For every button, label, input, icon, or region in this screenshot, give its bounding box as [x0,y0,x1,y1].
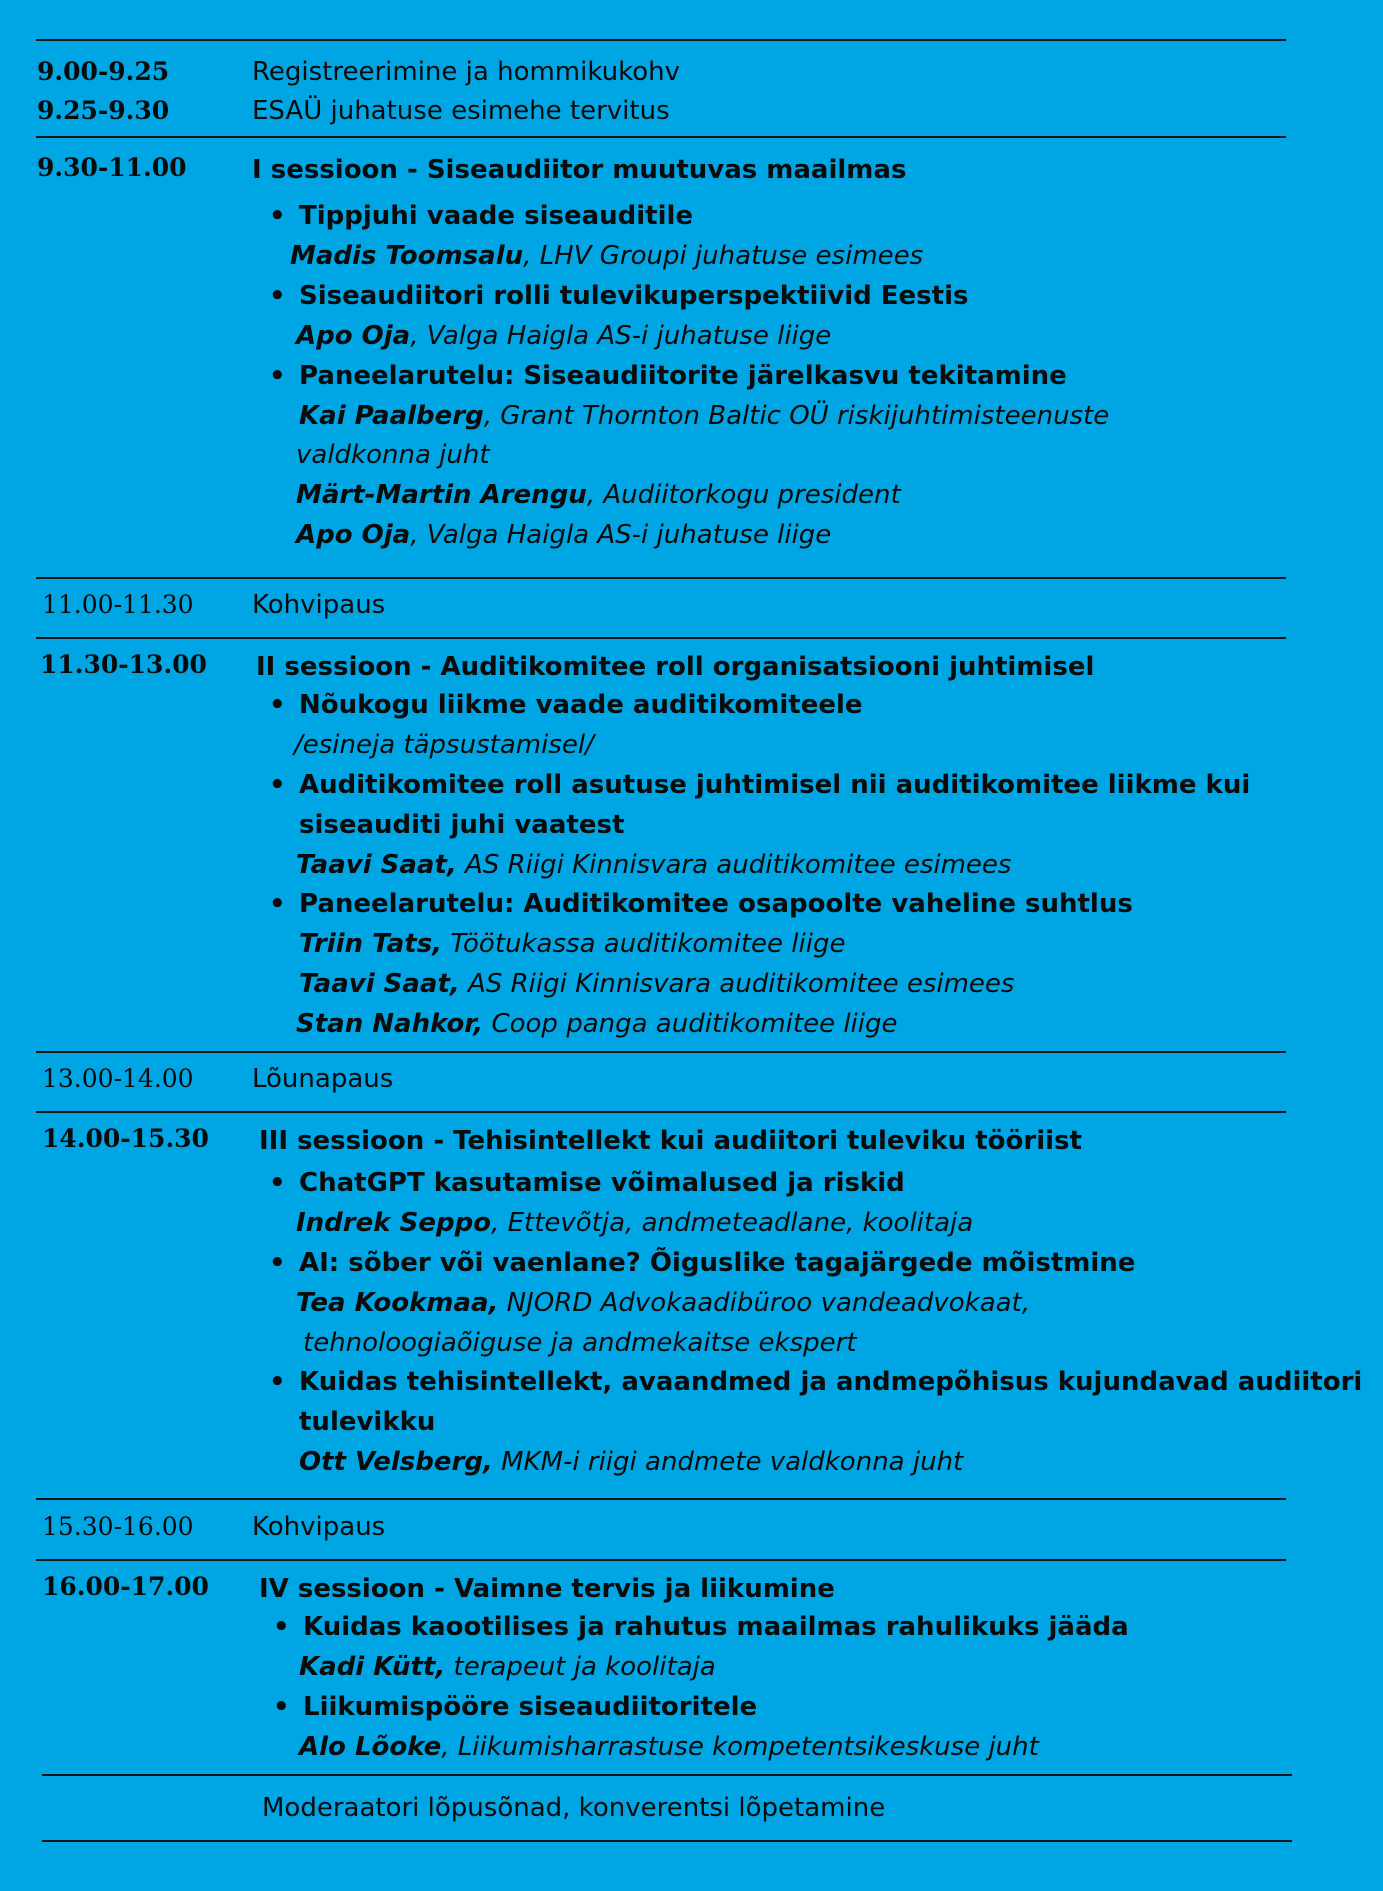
speaker [299,964,1014,1004]
speaker [299,1647,716,1687]
time-slot: 9.30-11.00 [37,153,187,182]
speaker-name: Stan Nahkor, [296,1009,484,1039]
talk-title: • Siseaudiitori rolli tulevikuperspektiivid Eestis [299,276,968,316]
speaker-role: , LHV Groupi juhatuse esimees [523,241,924,271]
divider [36,637,1286,639]
talk-title: • Nõukogu liikme vaade auditikomiteele [299,685,863,725]
speaker-role: MKM-i riigi andmete valdkonna juht [492,1447,964,1477]
speaker [296,515,831,555]
speaker-name: Alo Lõoke [299,1732,442,1762]
time-slot: 15.30-16.00 [42,1512,194,1541]
speaker-role: terapeut ja koolitaja [445,1652,716,1682]
divider-bottom [42,1840,1292,1842]
speaker-role: , Valga Haigla AS-i juhatuse liige [410,520,832,550]
speaker [296,845,1011,885]
speaker [299,1727,1039,1767]
time-slot: 13.00-14.00 [42,1064,194,1093]
speaker-name: Triin Tats, [299,929,443,959]
divider [36,1111,1286,1113]
speaker [296,1004,898,1044]
speaker [296,316,831,356]
session-title: III sessioon - Tehisintellekt kui audiitori tuleviku tööriist [259,1126,1082,1156]
speaker-name: Apo Oja [296,321,411,351]
time-slot: 9.25-9.30 [37,96,170,125]
divider [36,577,1286,579]
speaker-role: , Liikumisharrastuse kompetentsikeskuse juht [441,1732,1039,1762]
speaker-role: , Grant Thornton Baltic OÜ riskijuhtimisteenuste [483,401,1110,431]
talk-title: • Tippjuhi vaade siseauditile [299,196,693,236]
agenda-title: Kohvipaus [252,1512,386,1542]
speaker-name: Kai Paalberg [299,401,484,431]
speaker-name: Taavi Saat, [299,969,460,999]
talk-title: • Paneelarutelu: Siseaudiitorite järelkasvu tekitamine [299,356,1067,396]
time-slot: 9.00-9.25 [37,57,170,86]
speaker-name: Taavi Saat, [296,850,457,880]
speaker [296,475,901,515]
talk-title: • ChatGPT kasutamise võimalused ja riskid [299,1163,905,1203]
speaker-name: Kadi Kütt, [299,1652,446,1682]
speaker-role-cont: valdkonna juht [296,440,490,470]
speaker-name: Tea Kookmaa, [296,1288,499,1318]
agenda-title: Lõunapaus [252,1064,394,1094]
closing-remarks: Moderaatori lõpusõnad, konverentsi lõpetamine [262,1793,886,1823]
divider [36,1498,1286,1500]
talk-title: • Liikumispööre siseaudiitoritele [303,1687,757,1727]
speaker-role: Töötukassa auditikomitee liige [442,929,846,959]
speaker [299,396,1109,436]
talk-title: • Auditikomitee roll asutuse juhtimisel nii auditikomitee liikme kui [299,765,1250,805]
time-slot: 11.30-13.00 [40,650,207,679]
speaker-role: , Audiitorkogu president [586,480,901,510]
agenda-title: Registreerimine ja hommikukohv [252,57,680,87]
speaker-name: Indrek Seppo [296,1208,492,1238]
talk-title: • Paneelarutelu: Auditikomitee osapoolte vaheline suhtlus [299,884,1133,924]
speaker-name: Apo Oja [296,520,411,550]
divider [42,1774,1292,1776]
talk-title: • AI: sõber või vaenlane? Õiguslike tagajärgede mõistmine [299,1243,1135,1283]
session-title: I sessioon - Siseaudiitor muutuvas maailmas [252,155,907,185]
speaker [299,924,845,964]
speaker-name: Märt-Martin Arengu [296,480,587,510]
time-slot: 14.00-15.30 [42,1124,209,1153]
talk-title-cont: tulevikku [299,1407,436,1437]
speaker-role: NJORD Advokaadibüroo vandeadvokaat, [498,1288,1031,1318]
speaker-role: /esineja täpsustamisel/ [294,730,594,760]
speaker-role-cont: tehnoloogiaõiguse ja andmekaitse ekspert [303,1328,857,1358]
session-title: II sessioon - Auditikomitee roll organisatsiooni juhtimisel [256,652,1095,682]
speaker-role: AS Riigi Kinnisvara auditikomitee esimees [456,850,1012,880]
agenda-title: ESAÜ juhatuse esimehe tervitus [252,96,670,126]
speaker-role: , Ettevõtja, andmeteadlane, koolitaja [491,1208,974,1238]
agenda-title: Kohvipaus [252,590,386,620]
speaker-name: Ott Velsberg, [299,1447,493,1477]
time-slot: 11.00-11.30 [42,590,194,619]
speaker-role: , Valga Haigla AS-i juhatuse liige [410,321,832,351]
speaker [296,1203,973,1243]
divider [36,1559,1286,1561]
talk-title-cont: siseauditi juhi vaatest [299,810,625,840]
speaker [290,236,923,276]
speaker-name: Madis Toomsalu [290,241,524,271]
speaker-role: Coop panga auditikomitee liige [483,1009,898,1039]
speaker [299,1442,963,1482]
talk-title: • Kuidas kaootilises ja rahutus maailmas rahulikuks jääda [303,1607,1129,1647]
speaker [296,1283,1030,1323]
divider [36,136,1286,138]
time-slot: 16.00-17.00 [42,1572,209,1601]
speaker-role: AS Riigi Kinnisvara auditikomitee esimees [459,969,1015,999]
divider-top [36,39,1286,41]
talk-title: • Kuidas tehisintellekt, avaandmed ja andmepõhisus kujundavad audiitori [299,1362,1362,1402]
divider [36,1051,1286,1053]
session-title: IV sessioon - Vaimne tervis ja liikumine [259,1574,835,1604]
